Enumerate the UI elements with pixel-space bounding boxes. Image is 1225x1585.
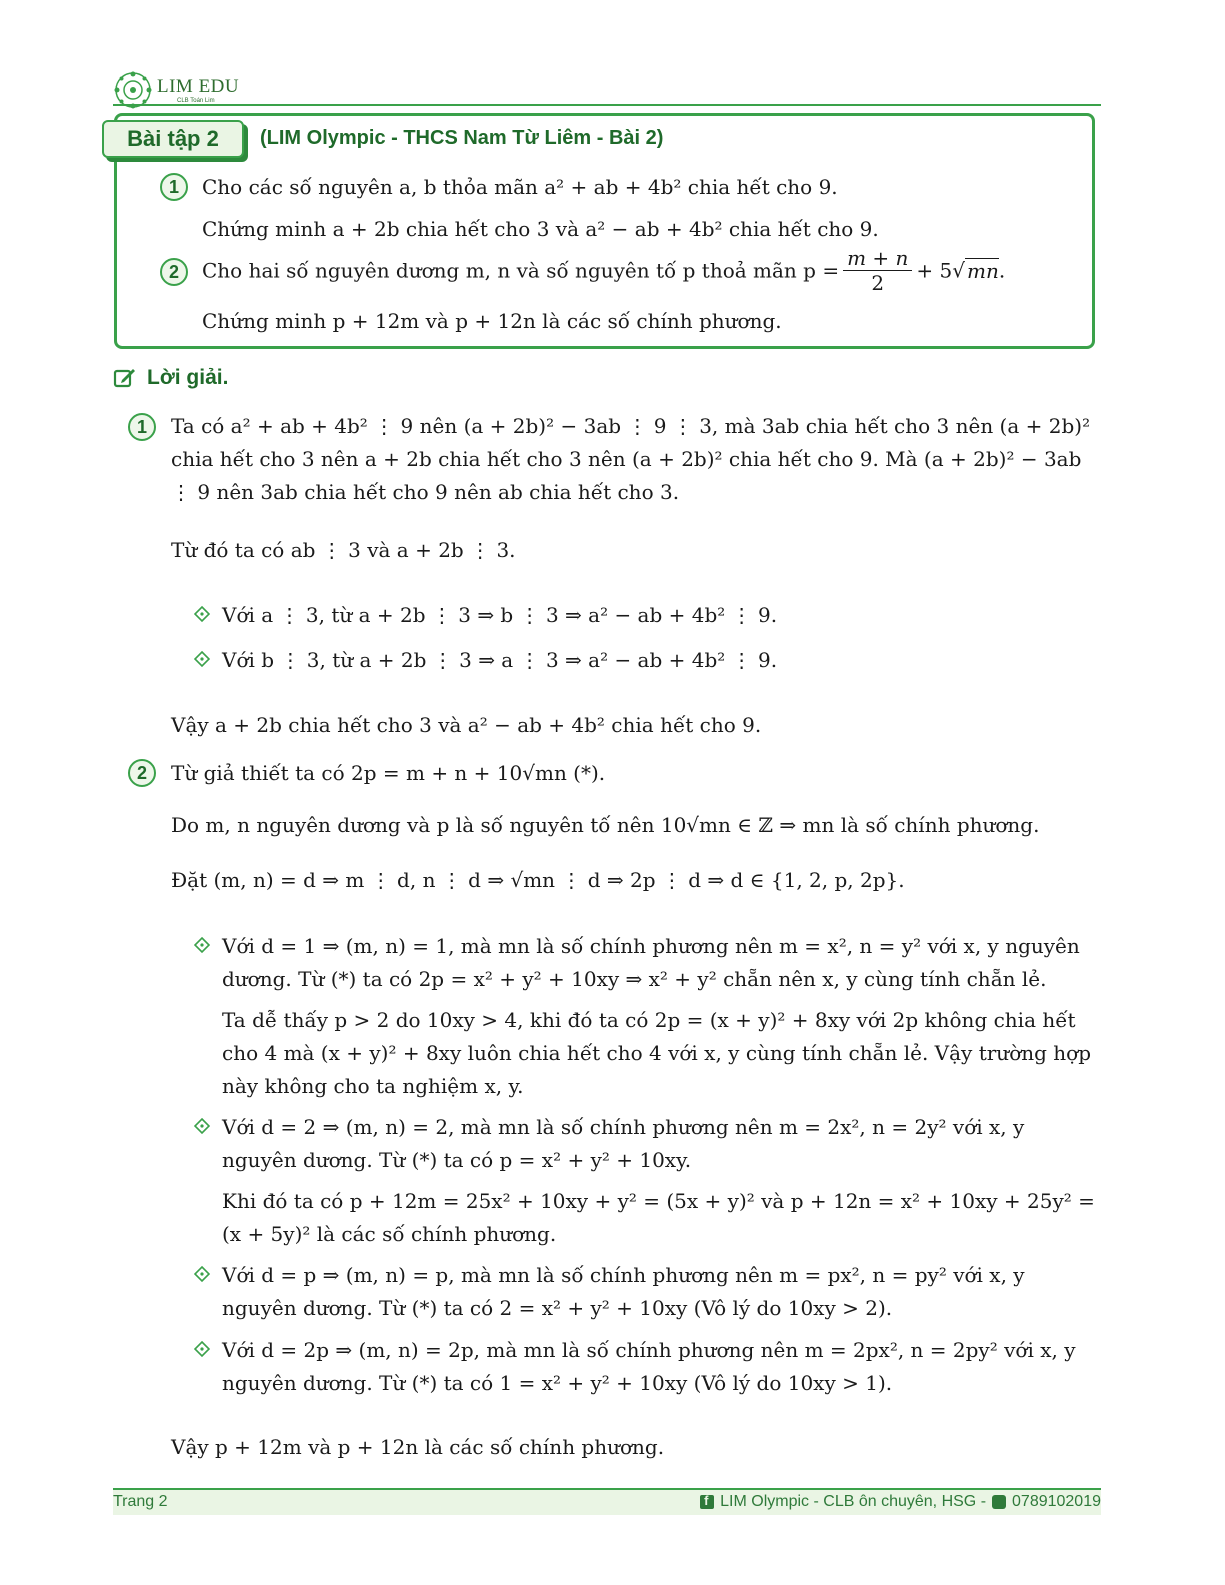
solution-part-2-line-2: Do m, n nguyên dương và p là số nguyên tố nên 10√mn ∈ ℤ ⇒ mn là số chính phương.	[171, 813, 1040, 837]
phone-icon	[992, 1495, 1006, 1509]
problem-part-1-number: 1	[160, 173, 188, 201]
solution-part-1-case-1: Với a ⋮ 3, từ a + 2b ⋮ 3 ⇒ b ⋮ 3 ⇒ a² − ab + 4b² ⋮ 9.	[222, 603, 778, 627]
logo-subtitle: CLB Toán Lim	[177, 97, 215, 104]
footer	[113, 1488, 1101, 1515]
footer-phone: 0789102019	[1012, 1493, 1101, 1510]
problem-part-2-text-a: Cho hai số nguyên dương m, n và số nguyên tố p thoả mãn p =	[202, 258, 840, 283]
solution-part-2-line-1: Từ giả thiết ta có 2p = m + n + 10√mn (*).	[171, 761, 606, 785]
problem-source: (LIM Olympic - THCS Nam Từ Liêm - Bài 2)	[260, 127, 664, 149]
page-number: Trang 2	[113, 1493, 168, 1510]
solution-part-1-number: 1	[128, 413, 156, 441]
solution-part-2-case-1: Với d = 1 ⇒ (m, n) = 1, mà mn là số chính phương nên m = x², n = y² với x, y nguyên dương. Từ (*) ta có 2p = x² + y² + 10xy ⇒ x² + y² chẵn nên x, y cùng tính chẵn lẻ.	[222, 934, 1080, 991]
fraction-denominator: 2	[871, 271, 885, 295]
diamond-bullet-icon	[194, 937, 210, 953]
solution-part-2-case-2: Với d = 2 ⇒ (m, n) = 2, mà mn là số chính phương nên m = 2x², n = 2y² với x, y nguyên dương. Từ (*) ta có p = x² + y² + 10xy.	[222, 1115, 1025, 1172]
diamond-bullet-icon	[194, 606, 210, 622]
solution-part-1-summary: Từ đó ta có ab ⋮ 3 và a + 2b ⋮ 3.	[171, 538, 516, 562]
fraction	[843, 246, 912, 295]
exercise-badge: Bài tập 2	[102, 120, 244, 158]
problem-part-2-number: 2	[160, 258, 188, 286]
problem-part-1-line-1: Cho các số nguyên a, b thỏa mãn a² + ab + 4b² chia hết cho 9.	[202, 175, 838, 199]
diamond-bullet-icon	[194, 1118, 210, 1134]
diamond-bullet-icon	[194, 1341, 210, 1357]
footer-contact	[700, 1493, 1101, 1511]
problem-part-2-text-c: .	[998, 258, 1006, 283]
solution-part-1-case-2: Với b ⋮ 3, từ a + 2b ⋮ 3 ⇒ a ⋮ 3 ⇒ a² − ab + 4b² ⋮ 9.	[222, 648, 778, 672]
diamond-bullet-icon	[194, 1266, 210, 1282]
solution-part-2-number: 2	[128, 759, 156, 787]
solution-title-text: Lời giải.	[147, 366, 229, 389]
facebook-icon	[700, 1495, 714, 1509]
logo-name: LIM EDU	[157, 75, 240, 97]
solution-part-2-case-2-continued: Khi đó ta có p + 12m = 25x² + 10xy + y² = (5x + y)² và p + 12n = x² + 10xy + 25y² = (x + 5y)² là các số chính phương.	[222, 1189, 1095, 1246]
problem-part-2-line-2: Chứng minh p + 12m và p + 12n là các số chính phương.	[202, 309, 782, 333]
solution-part-1-paragraph: Ta có a² + ab + 4b² ⋮ 9 nên (a + 2b)² − 3ab ⋮ 9 ⋮ 3, mà 3ab chia hết cho 3 nên (a + 2b)² chia hết cho 3 nên a + 2b chia hết cho 3 nên (a + 2b)² chia hết cho 9. Mà (a + 2b)² − 3ab ⋮ 9 nên 3ab chia hết cho 9 nên ab chia hết cho 3.	[171, 414, 1091, 504]
header-rule	[113, 104, 1101, 106]
solution-part-1-conclusion: Vậy a + 2b chia hết cho 3 và a² − ab + 4b² chia hết cho 9.	[171, 713, 762, 737]
solution-part-2-case-4: Với d = 2p ⇒ (m, n) = 2p, mà mn là số chính phương nên m = 2px², n = 2py² với x, y nguyên dương. Từ (*) ta có 1 = x² + y² + 10xy (Vô lý do 10xy > 1).	[222, 1338, 1076, 1395]
problem-part-2-text-b: + 5	[916, 258, 953, 283]
solution-title	[113, 366, 228, 390]
diamond-bullet-icon	[194, 651, 210, 667]
footer-club-text: LIM Olympic - CLB ôn chuyên, HSG -	[720, 1493, 987, 1510]
fraction-numerator: m + n	[843, 246, 912, 271]
sqrt-argument: mn	[967, 258, 999, 283]
problem-part-1-line-2: Chứng minh a + 2b chia hết cho 3 và a² − ab + 4b² chia hết cho 9.	[202, 217, 879, 241]
problem-part-2-line-1: Cho hai số nguyên dương m, n và số nguyên tố p thoả mãn p = $\frac{m + n}{2}$ + 5√ mn.	[202, 246, 1006, 295]
edit-icon	[113, 366, 137, 390]
solution-part-2-line-3: Đặt (m, n) = d ⇒ m ⋮ d, n ⋮ d ⇒ √mn ⋮ d ⇒ 2p ⋮ d ⇒ d ∈ {1, 2, p, 2p}.	[171, 868, 905, 892]
solution-part-2-conclusion: Vậy p + 12m và p + 12n là các số chính phương.	[171, 1435, 665, 1459]
solution-part-2-case-1-continued: Ta dễ thấy p > 2 do 10xy > 4, khi đó ta có 2p = (x + y)² + 8xy với 2p không chia hết cho 4 mà (x + y)² + 8xy luôn chia hết cho 4 với x, y cùng tính chẵn lẻ. Vậy trường hợp này không cho ta nghiệm x, y.	[222, 1008, 1091, 1098]
solution-part-2-case-3: Với d = p ⇒ (m, n) = p, mà mn là số chính phương nên m = px², n = py² với x, y nguyên dương. Từ (*) ta có 2 = x² + y² + 10xy (Vô lý do 10xy > 2).	[222, 1263, 1025, 1320]
